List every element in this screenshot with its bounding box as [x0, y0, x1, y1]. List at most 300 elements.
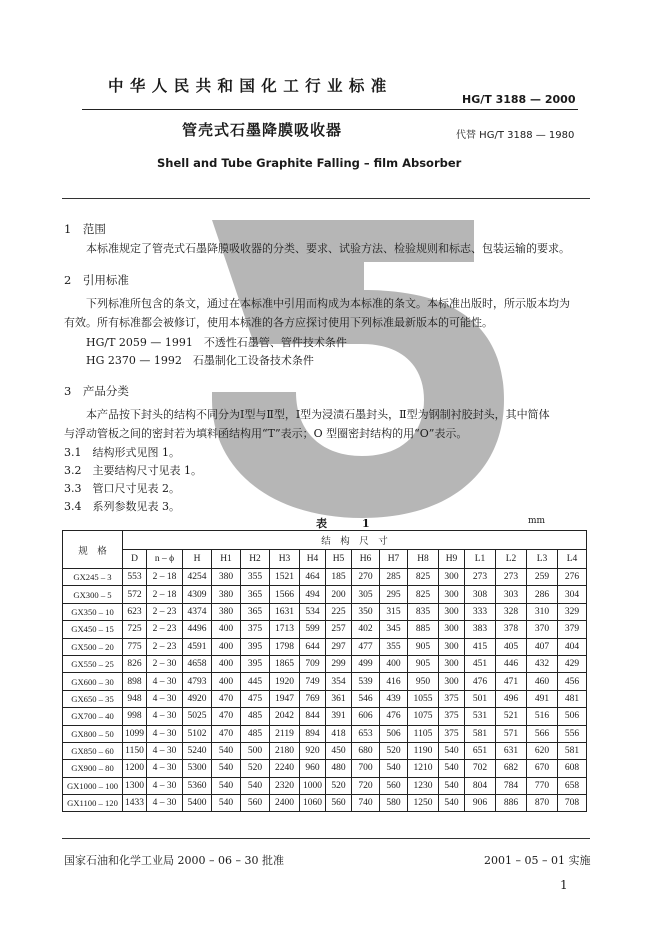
column-header: H — [183, 550, 212, 569]
table-cell: 886 — [496, 795, 527, 812]
column-header: H9 — [439, 550, 465, 569]
table-cell: 407 — [527, 638, 558, 655]
table-cell: 1300 — [123, 777, 147, 794]
table-cell: 400 — [380, 655, 408, 672]
table-cell: 905 — [408, 638, 439, 655]
table-cell: 350 — [352, 603, 380, 620]
table-cell: 475 — [241, 690, 270, 707]
table-cell: 1433 — [123, 795, 147, 812]
table-cell: 539 — [352, 673, 380, 690]
table-cell: 2119 — [270, 725, 300, 742]
standard-number: HG/T 3188 — 2000 — [462, 93, 576, 106]
table-cell-spec: GX650 – 35 — [63, 690, 123, 707]
effective-date: 2001 – 05 – 01 实施 — [484, 854, 591, 867]
clause-3-3: 3.3 管口尺寸见表 2。 — [64, 482, 180, 495]
clause-3-4: 3.4 系列参数见表 3。 — [64, 500, 180, 513]
table-cell: 345 — [380, 621, 408, 638]
table-cell: 297 — [326, 638, 352, 655]
table-cell: 1250 — [408, 795, 439, 812]
clause-3-1: 3.1 结构形式见图 1。 — [64, 446, 180, 459]
table-cell: 1230 — [408, 777, 439, 794]
table-cell: 556 — [558, 725, 587, 742]
table-cell-spec: GX700 – 40 — [63, 708, 123, 725]
table-cell: 566 — [527, 725, 558, 742]
table-cell: 1521 — [270, 569, 300, 586]
table-cell: 361 — [326, 690, 352, 707]
table-cell: 608 — [558, 760, 587, 777]
clause-3-2: 3.2 主要结构尺寸见表 1。 — [64, 464, 202, 477]
table-cell: 2180 — [270, 742, 300, 759]
table-cell: 470 — [212, 725, 241, 742]
table-cell: 273 — [496, 569, 527, 586]
table-cell: 300 — [439, 569, 465, 586]
table-cell: 894 — [300, 725, 326, 742]
table-cell: 804 — [465, 777, 496, 794]
table-cell: 225 — [326, 603, 352, 620]
table-cell: 769 — [300, 690, 326, 707]
table-cell: 451 — [465, 655, 496, 672]
table-cell: 354 — [326, 673, 352, 690]
table-cell: 470 — [212, 708, 241, 725]
table-cell: 480 — [326, 760, 352, 777]
table-cell: 404 — [558, 638, 587, 655]
table-cell: 775 — [123, 638, 147, 655]
table-cell: 620 — [527, 742, 558, 759]
table-cell: 315 — [380, 603, 408, 620]
table-row — [63, 760, 587, 777]
table-cell: 5025 — [183, 708, 212, 725]
table-cell: 680 — [352, 742, 380, 759]
table-cell: 365 — [241, 603, 270, 620]
table-cell: 333 — [465, 603, 496, 620]
table-cell: 546 — [352, 690, 380, 707]
table-cell: 1210 — [408, 760, 439, 777]
column-header: H3 — [270, 550, 300, 569]
table-cell: 700 — [352, 760, 380, 777]
table-cell: 708 — [558, 795, 587, 812]
table-row — [63, 673, 587, 690]
table-cell: 485 — [241, 725, 270, 742]
section-3-text-line2: 与浮动管板之间的密封若为填料函结构用“T”表示；O 型圈密封结构的用“O”表示。 — [64, 427, 468, 440]
header-rule — [82, 109, 578, 110]
table-cell: 485 — [241, 708, 270, 725]
table-cell: 540 — [439, 795, 465, 812]
table-row — [63, 621, 587, 638]
column-header: H4 — [300, 550, 326, 569]
table-cell: 276 — [558, 569, 587, 586]
table-cell: 1865 — [270, 655, 300, 672]
standard-category: 中华人民共和国化工行业标准 — [108, 76, 393, 95]
table-cell: 5102 — [183, 725, 212, 742]
table-cell: 1105 — [408, 725, 439, 742]
table-cell: 391 — [326, 708, 352, 725]
table-cell: 4 – 30 — [147, 708, 183, 725]
table-cell: 572 — [123, 586, 147, 603]
table-cell: 725 — [123, 621, 147, 638]
table-cell: 445 — [241, 673, 270, 690]
column-header: H6 — [352, 550, 380, 569]
table-cell: 286 — [527, 586, 558, 603]
table-cell: 4 – 30 — [147, 690, 183, 707]
section-2-text-line1: 下列标准所包含的条文，通过在本标准中引用而构成为本标准的条文。本标准出版时，所示版本均为 — [86, 297, 570, 310]
table-cell: 305 — [352, 586, 380, 603]
table-cell: 185 — [326, 569, 352, 586]
table-cell: 825 — [408, 586, 439, 603]
table-cell: 470 — [212, 690, 241, 707]
column-header: H1 — [212, 550, 241, 569]
column-header: H7 — [380, 550, 408, 569]
table-cell: 1000 — [300, 777, 326, 794]
table-cell: 516 — [527, 708, 558, 725]
table-cell-spec: GX900 – 80 — [63, 760, 123, 777]
table-1-title: 表 1 — [316, 517, 382, 530]
table-cell: 285 — [380, 569, 408, 586]
header-spec: 规 格 — [63, 531, 123, 569]
column-header: L1 — [465, 550, 496, 569]
table-cell: 653 — [352, 725, 380, 742]
table-cell: 520 — [380, 742, 408, 759]
table-cell: 418 — [326, 725, 352, 742]
table-cell: 4 – 30 — [147, 760, 183, 777]
table-cell: 4309 — [183, 586, 212, 603]
table-cell: 5240 — [183, 742, 212, 759]
table-cell: 521 — [496, 708, 527, 725]
column-header: D — [123, 550, 147, 569]
table-cell: 456 — [558, 673, 587, 690]
table-row — [63, 795, 587, 812]
table-cell: 257 — [326, 621, 352, 638]
reference-standard-1: HG/T 2059 — 1991 不透性石墨管、管件技术条件 — [86, 336, 347, 349]
table-cell: 682 — [496, 760, 527, 777]
section-3-text-line1: 本产品按下封头的结构不同分为Ⅰ型与Ⅱ型，Ⅰ型为浸渍石墨封头，Ⅱ型为钢制衬胶封头，其中简体 — [86, 408, 550, 421]
table-cell: 378 — [496, 621, 527, 638]
table-cell: 400 — [212, 673, 241, 690]
table-cell: 540 — [212, 795, 241, 812]
table-cell: 1947 — [270, 690, 300, 707]
table-cell-spec: GX300 – 5 — [63, 586, 123, 603]
table-cell: 581 — [558, 742, 587, 759]
table-cell: 998 — [123, 708, 147, 725]
table-cell: 2 – 23 — [147, 621, 183, 638]
table-cell: 415 — [465, 638, 496, 655]
table-cell: 606 — [352, 708, 380, 725]
table-cell: 1055 — [408, 690, 439, 707]
table-cell: 960 — [300, 760, 326, 777]
table-cell: 200 — [326, 586, 352, 603]
table-cell: 531 — [465, 708, 496, 725]
table-cell: 1099 — [123, 725, 147, 742]
table-cell: 702 — [465, 760, 496, 777]
table-cell: 749 — [300, 673, 326, 690]
table-cell: 1566 — [270, 586, 300, 603]
table-cell: 303 — [496, 586, 527, 603]
table-cell: 720 — [352, 777, 380, 794]
column-header: L4 — [558, 550, 587, 569]
table-cell: 2 – 23 — [147, 638, 183, 655]
table-cell: 4 – 30 — [147, 725, 183, 742]
table-cell: 4793 — [183, 673, 212, 690]
table-cell-spec: GX245 – 3 — [63, 569, 123, 586]
table-cell: 2 – 23 — [147, 603, 183, 620]
table-cell-spec: GX550 – 25 — [63, 655, 123, 672]
table-cell: 446 — [496, 655, 527, 672]
table-cell: 4658 — [183, 655, 212, 672]
table-cell: 2320 — [270, 777, 300, 794]
table-cell-spec: GX500 – 20 — [63, 638, 123, 655]
table-row — [63, 603, 587, 620]
table-cell: 295 — [380, 586, 408, 603]
table-cell: 534 — [300, 603, 326, 620]
page-number: 1 — [560, 878, 568, 892]
table-cell: 481 — [558, 690, 587, 707]
table-cell: 835 — [408, 603, 439, 620]
section-2-text-line2: 有效。所有标准都会被修订，使用本标准的各方应探讨使用下列标准最新版本的可能性。 — [64, 316, 493, 329]
table-cell: 476 — [380, 708, 408, 725]
table-cell-spec: GX350 – 10 — [63, 603, 123, 620]
table-cell: 651 — [465, 742, 496, 759]
footer-rule — [62, 838, 590, 839]
table-cell: 355 — [380, 638, 408, 655]
table-cell: 300 — [439, 621, 465, 638]
table-cell: 300 — [439, 603, 465, 620]
table-cell: 1190 — [408, 742, 439, 759]
table-cell: 400 — [212, 655, 241, 672]
table-cell: 432 — [527, 655, 558, 672]
table-cell: 709 — [300, 655, 326, 672]
table-cell: 300 — [439, 655, 465, 672]
table-cell: 310 — [527, 603, 558, 620]
table-cell: 273 — [465, 569, 496, 586]
table-cell: 395 — [241, 655, 270, 672]
table-cell: 560 — [326, 795, 352, 812]
table-cell: 560 — [380, 777, 408, 794]
table-cell: 506 — [380, 725, 408, 742]
table-cell: 920 — [300, 742, 326, 759]
table-cell: 740 — [352, 795, 380, 812]
table-cell: 379 — [558, 621, 587, 638]
table-cell: 540 — [439, 760, 465, 777]
table-cell: 540 — [380, 760, 408, 777]
table-cell: 494 — [300, 586, 326, 603]
document-title: 管壳式石墨降膜吸收器 — [182, 121, 343, 139]
table-row — [63, 725, 587, 742]
table-cell: 471 — [496, 673, 527, 690]
table-cell: 395 — [241, 638, 270, 655]
column-header: L2 — [496, 550, 527, 569]
table-cell: 499 — [352, 655, 380, 672]
table-cell: 375 — [439, 690, 465, 707]
table-cell: 328 — [496, 603, 527, 620]
table-cell: 308 — [465, 586, 496, 603]
column-header: L3 — [527, 550, 558, 569]
english-title: Shell and Tube Graphite Falling – film Absorber — [157, 156, 462, 170]
table-cell: 365 — [241, 586, 270, 603]
table-cell: 1200 — [123, 760, 147, 777]
table-cell: 375 — [439, 725, 465, 742]
table-cell: 905 — [408, 655, 439, 672]
table-cell: 2240 — [270, 760, 300, 777]
column-header: H2 — [241, 550, 270, 569]
table-header-row-columns — [63, 550, 587, 569]
table-cell: 1798 — [270, 638, 300, 655]
table-cell: 4 – 30 — [147, 673, 183, 690]
table-cell: 329 — [558, 603, 587, 620]
table-cell: 1075 — [408, 708, 439, 725]
table-cell-spec: GX850 – 60 — [63, 742, 123, 759]
table-cell: 304 — [558, 586, 587, 603]
table-cell: 400 — [212, 621, 241, 638]
table-cell: 844 — [300, 708, 326, 725]
table-cell: 355 — [241, 569, 270, 586]
table-cell-spec: GX1100 – 120 — [63, 795, 123, 812]
table-cell: 4254 — [183, 569, 212, 586]
table-cell: 4 – 30 — [147, 742, 183, 759]
table-cell: 540 — [212, 742, 241, 759]
table-row — [63, 655, 587, 672]
table-cell: 631 — [496, 742, 527, 759]
section-1-heading: 1 范围 — [64, 222, 106, 236]
table-cell: 2 – 18 — [147, 586, 183, 603]
table-cell: 476 — [465, 673, 496, 690]
table-cell: 2400 — [270, 795, 300, 812]
table-cell: 1631 — [270, 603, 300, 620]
table-cell: 450 — [326, 742, 352, 759]
table-cell: 259 — [527, 569, 558, 586]
table-cell: 380 — [212, 586, 241, 603]
table-cell: 270 — [352, 569, 380, 586]
section-2-heading: 2 引用标准 — [64, 273, 129, 287]
table-cell: 477 — [352, 638, 380, 655]
table-row — [63, 777, 587, 794]
table-cell: 826 — [123, 655, 147, 672]
table-cell: 770 — [527, 777, 558, 794]
table-cell: 405 — [496, 638, 527, 655]
table-cell: 950 — [408, 673, 439, 690]
table-cell: 500 — [241, 742, 270, 759]
table-1-unit: mm — [528, 516, 546, 526]
column-header: n – ϕ — [147, 550, 183, 569]
table-cell: 506 — [558, 708, 587, 725]
table-cell: 623 — [123, 603, 147, 620]
table-cell: 581 — [465, 725, 496, 742]
table-cell: 2042 — [270, 708, 300, 725]
table-cell: 380 — [212, 603, 241, 620]
table-cell: 300 — [439, 586, 465, 603]
table-cell: 375 — [439, 708, 465, 725]
approval-text: 国家石油和化学工业局 2000 – 06 – 30 批准 — [64, 854, 284, 867]
column-header: H8 — [408, 550, 439, 569]
table-cell: 560 — [241, 795, 270, 812]
table-cell: 4374 — [183, 603, 212, 620]
table-cell-spec: GX600 – 30 — [63, 673, 123, 690]
table-cell: 464 — [300, 569, 326, 586]
table-cell: 299 — [326, 655, 352, 672]
table-cell: 870 — [527, 795, 558, 812]
table-row — [63, 742, 587, 759]
table-cell: 370 — [527, 621, 558, 638]
table-cell: 1150 — [123, 742, 147, 759]
table-cell: 825 — [408, 569, 439, 586]
table-cell: 383 — [465, 621, 496, 638]
table-cell: 460 — [527, 673, 558, 690]
table-cell: 491 — [527, 690, 558, 707]
table-cell: 375 — [241, 621, 270, 638]
table-cell: 4920 — [183, 690, 212, 707]
table-cell: 540 — [212, 777, 241, 794]
table-cell: 2 – 18 — [147, 569, 183, 586]
table-cell: 5300 — [183, 760, 212, 777]
table-cell: 599 — [300, 621, 326, 638]
table-cell: 5360 — [183, 777, 212, 794]
table-cell: 540 — [212, 760, 241, 777]
table-cell: 520 — [241, 760, 270, 777]
table-cell: 4591 — [183, 638, 212, 655]
reference-standard-2: HG 2370 — 1992 石墨制化工设备技术条件 — [86, 354, 314, 367]
table-cell: 540 — [439, 742, 465, 759]
table-cell: 429 — [558, 655, 587, 672]
table-cell: 300 — [439, 673, 465, 690]
table-cell: 520 — [326, 777, 352, 794]
replaces-standard: 代替 HG/T 3188 — 1980 — [456, 130, 575, 141]
table-cell: 540 — [439, 777, 465, 794]
table-cell-spec: GX1000 – 100 — [63, 777, 123, 794]
table-cell: 670 — [527, 760, 558, 777]
section-3-heading: 3 产品分类 — [64, 384, 129, 398]
table-row — [63, 708, 587, 725]
section-1-text: 本标准规定了管壳式石墨降膜吸收器的分类、要求、试验方法、检验规则和标志、包装运输的要求。 — [86, 242, 570, 255]
table-cell: 380 — [212, 569, 241, 586]
table-cell: 496 — [496, 690, 527, 707]
table-cell: 784 — [496, 777, 527, 794]
table-row — [63, 638, 587, 655]
table-cell: 571 — [496, 725, 527, 742]
table-cell: 4 – 30 — [147, 795, 183, 812]
table-cell: 4 – 30 — [147, 777, 183, 794]
table-cell-spec: GX450 – 15 — [63, 621, 123, 638]
table-cell: 1920 — [270, 673, 300, 690]
body-rule — [62, 198, 590, 199]
table-row — [63, 586, 587, 603]
table-header-row-group — [63, 531, 587, 550]
table-cell: 658 — [558, 777, 587, 794]
table-1 — [62, 530, 587, 812]
table-cell: 439 — [380, 690, 408, 707]
table-cell: 300 — [439, 638, 465, 655]
table-row — [63, 690, 587, 707]
table-cell: 416 — [380, 673, 408, 690]
table-row — [63, 569, 587, 586]
table-cell: 1060 — [300, 795, 326, 812]
table-cell: 1713 — [270, 621, 300, 638]
table-cell: 898 — [123, 673, 147, 690]
table-cell: 5400 — [183, 795, 212, 812]
table-cell: 4496 — [183, 621, 212, 638]
table-cell: 540 — [241, 777, 270, 794]
table-cell: 2 – 30 — [147, 655, 183, 672]
table-cell: 553 — [123, 569, 147, 586]
table-cell: 906 — [465, 795, 496, 812]
table-cell-spec: GX800 – 50 — [63, 725, 123, 742]
table-cell: 885 — [408, 621, 439, 638]
table-cell: 644 — [300, 638, 326, 655]
table-cell: 948 — [123, 690, 147, 707]
table-cell: 400 — [212, 638, 241, 655]
header-group: 结 构 尺 寸 — [123, 531, 587, 550]
table-cell: 402 — [352, 621, 380, 638]
column-header: H5 — [326, 550, 352, 569]
table-cell: 580 — [380, 795, 408, 812]
table-cell: 501 — [465, 690, 496, 707]
